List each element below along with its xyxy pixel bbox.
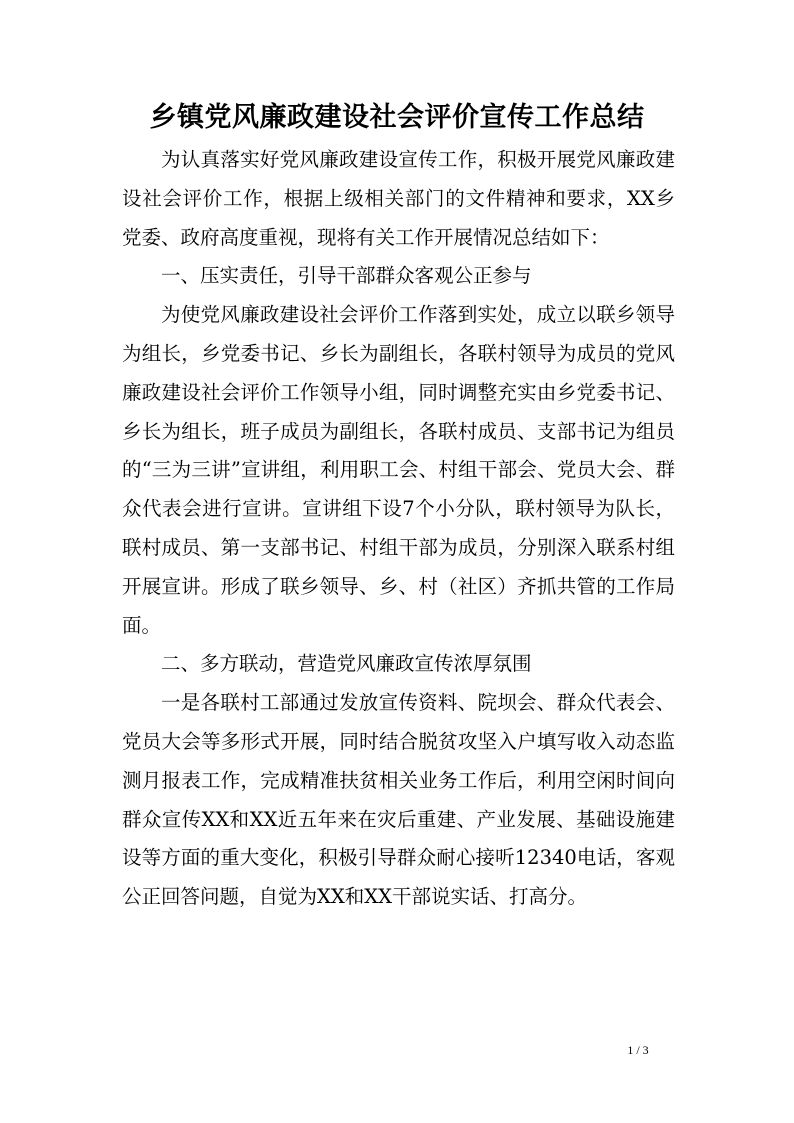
page-number: 1 / 3 — [627, 1043, 649, 1057]
document-body — [122, 141, 675, 917]
section-heading-1: 一、压实责任，引导干部群众客观公正参与 — [161, 264, 532, 288]
section-2-paragraph: 一是各联村工部通过发放宣传资料、院坝会、群众代表会、党员大会等多形式开展，同时结合脱贫攻坚入户填写收入动态监测月报表工作，完成精准扶贫相关业务工作后，利用空闲时间向群众宣传XX和XX近五年来在灾后重建、产业发展、基础设施建设等方面的重大变化，积极引导群众耐心接听12340电话，客观公正回答问题，自觉为XX和XX干部说实话、打高分。 — [122, 691, 675, 909]
document-title: 乡镇党风廉政建设社会评价宣传工作总结 — [149, 102, 645, 133]
section-1-paragraph: 为使党风廉政建设社会评价工作落到实处，成立以联乡领导为组长，乡党委书记、乡长为副组长，各联村领导为成员的党风廉政建设社会评价工作领导小组，同时调整充实由乡党委书记、乡长为组长，班子成员为副组长，各联村成员、支部书记为组员的“三为三讲”宣讲组，利用职工会、村组干部会、党员大会、群众代表会进行宣讲。宣讲组下设7个小分队，联村领导为队长，联村成员、第一支部书记、村组干部为成员，分别深入联系村组开展宣讲。形成了联乡领导、乡、村（社区）齐抓共管的工作局面。 — [122, 303, 675, 637]
section-heading-2: 二、多方联动，营造党风廉政宣传浓厚氛围 — [161, 652, 532, 676]
intro-paragraph: 为认真落实好党风廉政建设宣传工作，积极开展党风廉政建设社会评价工作，根据上级相关部门的文件精神和要求，XX乡党委、政府高度重视，现将有关工作开展情况总结如下： — [122, 148, 675, 249]
